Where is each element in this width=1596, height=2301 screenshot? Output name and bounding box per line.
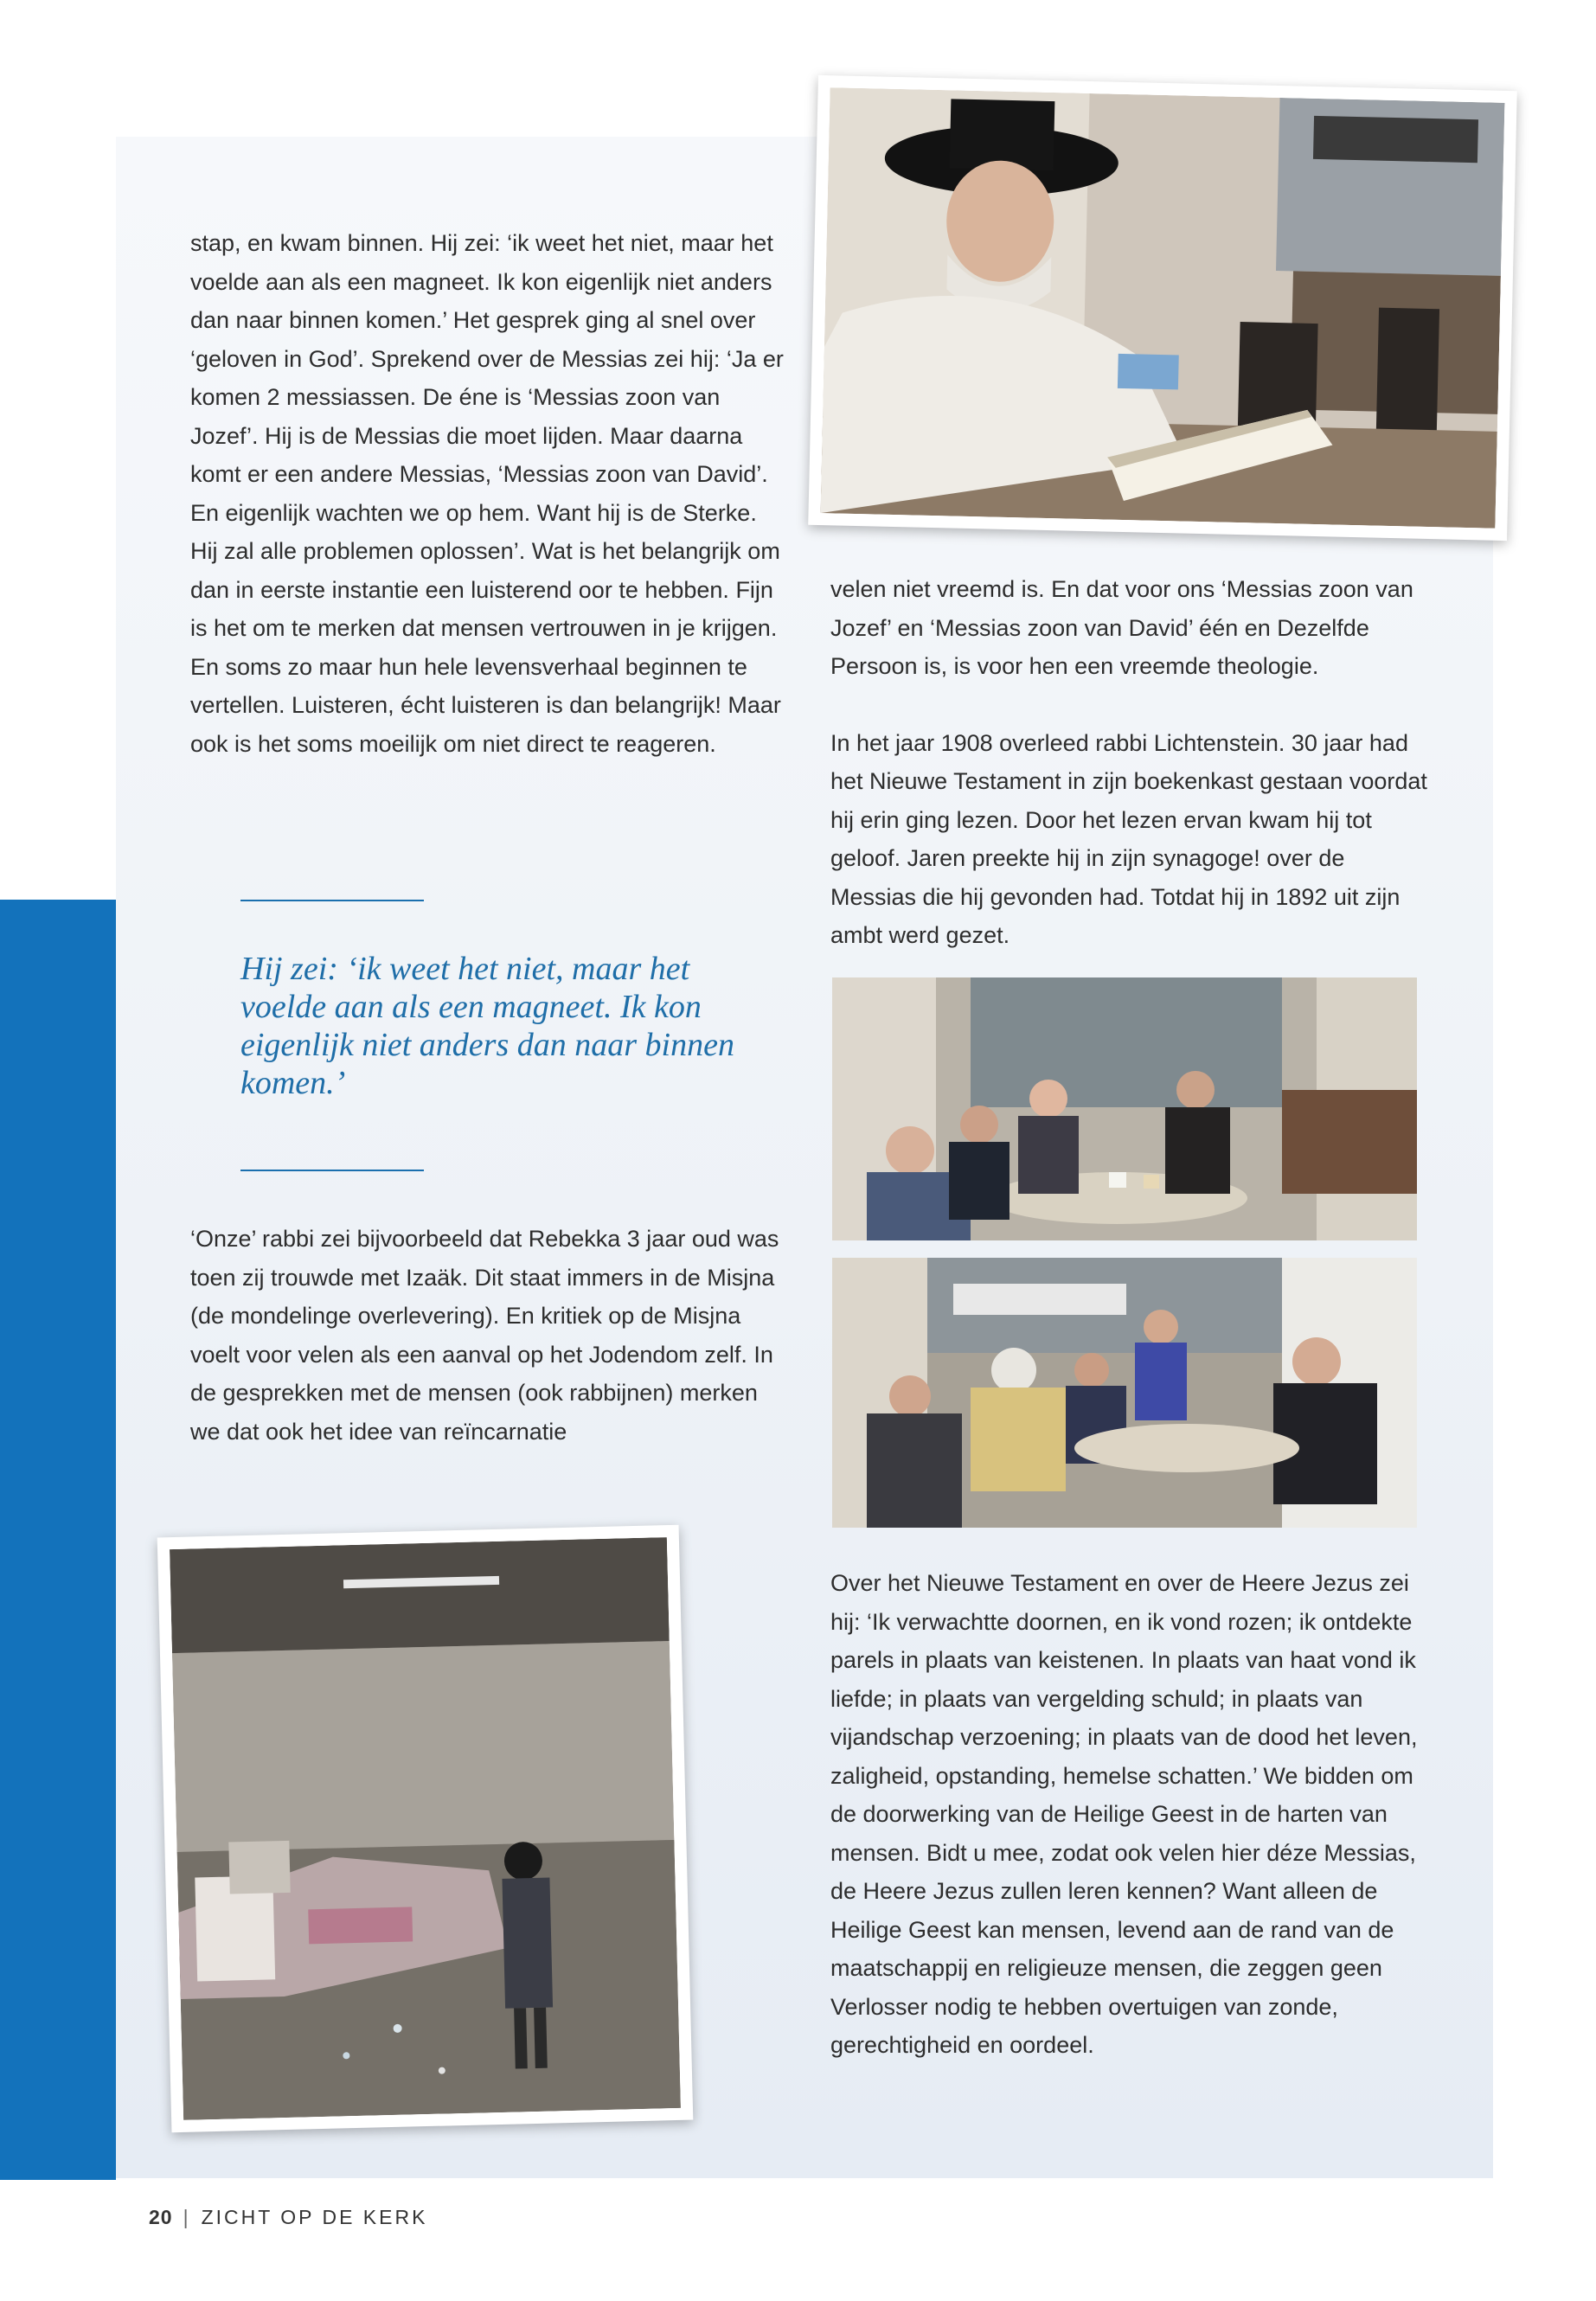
photo-shelter-room xyxy=(157,1525,694,2133)
photo-rabbi-reading xyxy=(808,75,1517,541)
body-column-left-top xyxy=(190,224,787,763)
blue-side-bar xyxy=(0,900,116,2180)
page-number: 20 xyxy=(149,2206,173,2228)
magazine-title: ZICHT OP DE KERK xyxy=(201,2206,428,2228)
paragraph: velen niet vreemd is. En dat voor ons ‘Messias zoon van Jozef’ en ‘Messias zoon van David’ één en Dezelfde Persoon is, is voor hen een vreemde theologie. xyxy=(830,576,1413,679)
photo-cafe-group-2 xyxy=(832,1258,1417,1528)
paragraph: Over het Nieuwe Testament en over de Heere Jezus zei hij: ‘Ik verwachtte doornen, en ik vond rozen; ik ontdekte parels in plaats van keistenen. In plaats van haat vond ik liefde; in plaats van vergelding schuld; in plaats van vijandschap verzoening; in plaats van de dood het leven, zaligheid, opstanding, hemelse schatten.’ We bidden om de doorwerking van de Heilige Geest in de harten van mensen. Bidt u mee, zodat ook velen hier déze Messias, de Heere Jezus zullen leren kennen? Want alleen de Heilige Geest kan mensen, levend aan de rand van de maatschappij en religieuze mensen, die zeggen geen Verlosser nodig te hebben overtuigen van zonde, gerechtigheid en oordeel. xyxy=(830,1570,1418,2058)
quote-rule-top xyxy=(240,900,424,901)
photo-cafe-group-1 xyxy=(832,977,1417,1240)
pull-quote: Hij zei: ‘ik weet het niet, maar het voelde aan als een magneet. Ik kon eigenlijk niet anders dan naar binnen komen.’ xyxy=(240,951,734,1101)
body-column-left-bottom xyxy=(190,1220,787,1451)
footer-separator: | xyxy=(183,2206,191,2228)
photo-shelter-image xyxy=(170,1537,681,2120)
page-footer xyxy=(149,2206,427,2229)
paragraph: ‘Onze’ rabbi zei bijvoorbeeld dat Rebekka 3 jaar oud was toen zij trouwde met Izaäk. Dit staat immers in de Misjna (de mondelinge overlevering). En kritiek op de Misjna voelt voor velen als een aanval op het Jodendom zelf. In de gesprekken met de mensen (ook rabbijnen) merken we dat ook het idee van reïncarnatie xyxy=(190,1226,779,1445)
paragraph: stap, en kwam binnen. Hij zei: ‘ik weet het niet, maar het voelde aan als een magneet. Ik kon eigenlijk niet anders dan naar binnen komen.’ Het gesprek ging al snel over ‘geloven in God’. Sprekend over de Messias zei hij: ‘Ja er komen 2 messiassen. De éne is ‘Messias zoon van Jozef’. Hij is de Messias die moet lijden. Maar daarna komt er een andere Messias, ‘Messias zoon van David’. En eigenlijk wachten we op hem. Want hij is de Sterke. Hij zal alle problemen oplossen’. Wat is het belangrijk om dan in eerste instantie een luisterend oor te hebben. Fijn is het om te merken dat mensen vertrouwen in je krijgen. En soms zo maar hun hele levensverhaal beginnen te vertellen. Luisteren, écht luisteren is dan belangrijk! Maar ook is het soms moeilijk om niet direct te reageren. xyxy=(190,230,784,757)
quote-rule-bottom xyxy=(240,1170,424,1171)
body-column-right-top xyxy=(830,570,1427,955)
photo-rabbi-image xyxy=(821,87,1505,529)
paragraph: In het jaar 1908 overleed rabbi Lichtenstein. 30 jaar had het Nieuwe Testament in zijn boekenkast gestaan voordat hij erin ging lezen. Door het lezen ervan kwam hij tot geloof. Jaren preekte hij in zijn synagoge! over de Messias die hij gevonden had. Totdat hij in 1892 uit zijn ambt werd gezet. xyxy=(830,729,1427,948)
body-column-right-bottom xyxy=(830,1564,1427,2065)
